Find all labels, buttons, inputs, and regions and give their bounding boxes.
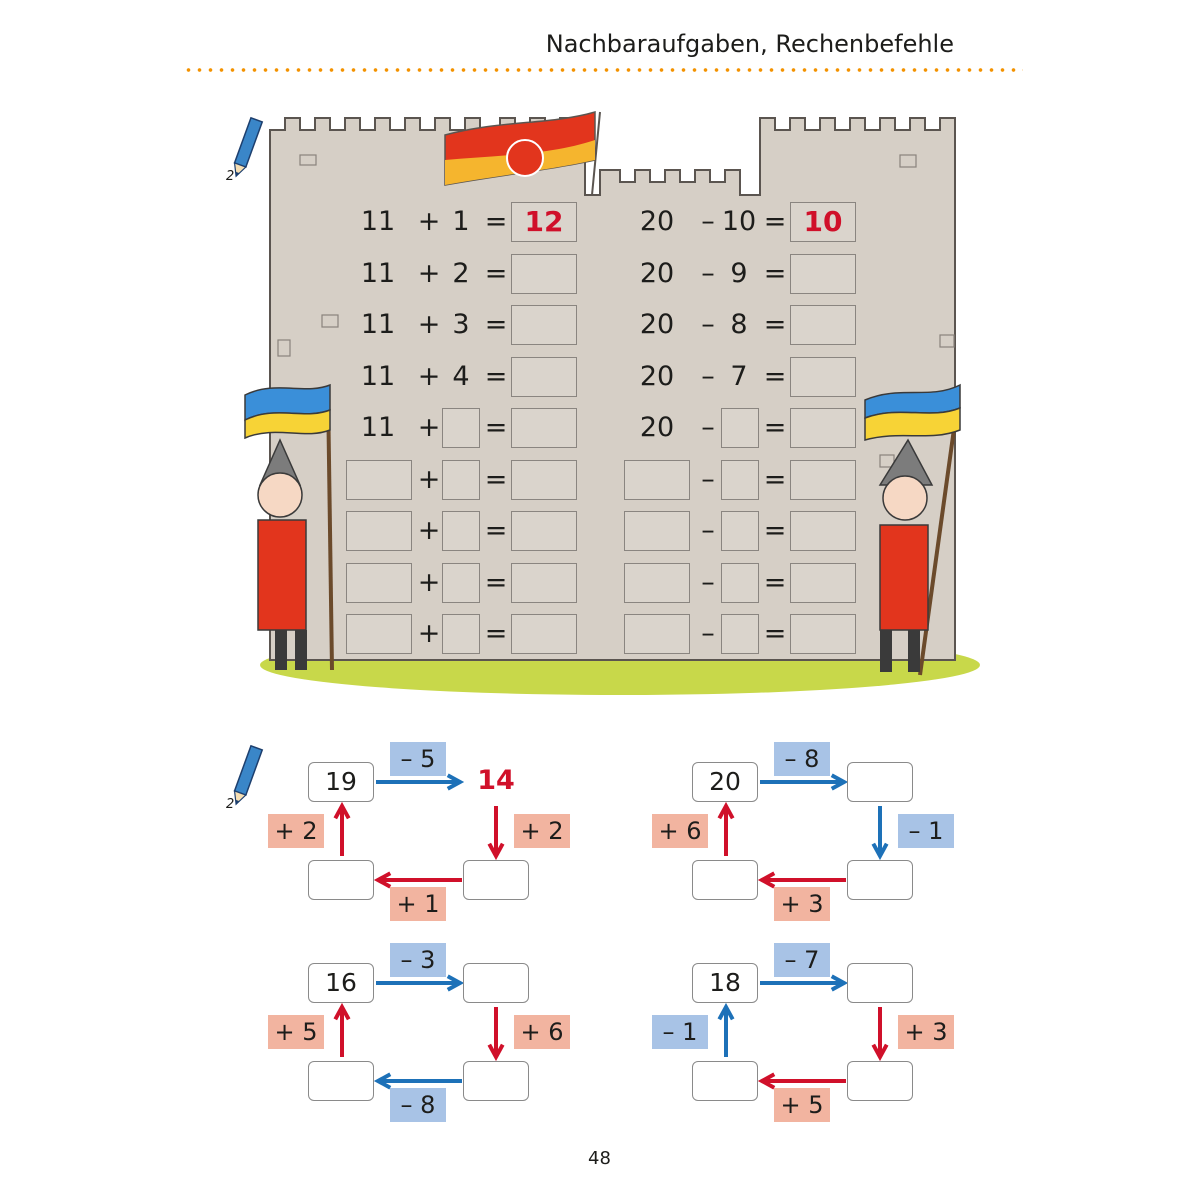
operator: – <box>701 566 715 598</box>
answer-box[interactable] <box>511 305 577 345</box>
operand-a: 20 <box>639 257 675 289</box>
operand-a-input[interactable] <box>624 614 690 654</box>
page-title: Nachbaraufgaben, Rechenbefehle <box>545 30 954 58</box>
arrow-top <box>376 775 460 788</box>
result-box[interactable] <box>463 1061 529 1101</box>
arrow-cycle <box>268 742 564 922</box>
start-box <box>308 963 374 1003</box>
equals-sign: = <box>763 206 787 237</box>
answer-box[interactable] <box>790 563 856 603</box>
arrow-left <box>335 1007 348 1057</box>
answer-box[interactable] <box>511 460 577 500</box>
operand-a: 20 <box>639 206 675 237</box>
equals-sign: = <box>484 206 508 237</box>
start-value: 19 <box>325 767 357 796</box>
operation-tag-top: – 3 <box>390 943 446 977</box>
answer-box[interactable] <box>790 202 856 242</box>
operator: + <box>417 412 441 443</box>
operator: – <box>701 515 715 546</box>
operand-a: 11 <box>360 206 396 237</box>
arrow-bottom <box>762 873 846 886</box>
answer-value: 10 <box>803 205 843 238</box>
result-box[interactable] <box>847 762 913 802</box>
operand-b: 9 <box>730 257 748 289</box>
operand-a-input[interactable] <box>346 614 412 654</box>
operand-b: 10 <box>721 206 757 237</box>
operand-b-input[interactable] <box>721 408 759 448</box>
arrow-top <box>376 976 460 989</box>
operation-tag-bottom: + 1 <box>390 887 446 921</box>
equals-sign: = <box>763 566 787 598</box>
operand-b: 3 <box>452 309 470 340</box>
arrow-bottom <box>378 873 462 886</box>
result-box[interactable] <box>847 860 913 900</box>
operand-b-input[interactable] <box>721 511 759 551</box>
operand-a: 11 <box>360 309 396 340</box>
operator: + <box>417 463 441 495</box>
equals-sign: = <box>484 412 508 443</box>
equals-sign: = <box>484 360 508 392</box>
equals-sign: = <box>763 257 787 289</box>
start-box <box>692 963 758 1003</box>
start-value: 16 <box>325 968 357 997</box>
result-box[interactable] <box>308 1061 374 1101</box>
arrow-cycle <box>268 943 564 1123</box>
operation-tag-right: + 2 <box>514 814 570 848</box>
answer-box[interactable] <box>511 357 577 397</box>
operation-tag-left: – 1 <box>652 1015 708 1049</box>
operand-b-input[interactable] <box>442 408 480 448</box>
operation-tag-top: – 5 <box>390 742 446 776</box>
operand-b-input[interactable] <box>442 563 480 603</box>
operand-a-input[interactable] <box>346 511 412 551</box>
equals-sign: = <box>763 618 787 649</box>
operation-tag-left: + 2 <box>268 814 324 848</box>
equals-sign: = <box>484 463 508 495</box>
equals-sign: = <box>484 618 508 649</box>
operation-tag-right: + 3 <box>898 1015 954 1049</box>
operator: – <box>701 360 715 392</box>
operand-b: 8 <box>730 309 748 340</box>
operand-a-input[interactable] <box>624 460 690 500</box>
operand-b: 1 <box>452 206 470 237</box>
result-box[interactable] <box>463 963 529 1003</box>
operand-a: 11 <box>360 360 396 392</box>
castle-drawing <box>180 100 1020 710</box>
arrow-top <box>760 775 844 788</box>
arrow-cycle <box>652 943 948 1123</box>
answer-box[interactable] <box>511 614 577 654</box>
answer-box[interactable] <box>790 408 856 448</box>
operator: + <box>417 309 441 340</box>
start-value: 18 <box>709 968 741 997</box>
answer-value: 14 <box>477 765 515 796</box>
operation-tag-bottom: – 8 <box>390 1088 446 1122</box>
answer-box[interactable] <box>790 460 856 500</box>
operator: – <box>701 618 715 649</box>
arrow-right <box>489 1007 502 1057</box>
arrow-right <box>489 806 502 856</box>
operand-a-input[interactable] <box>346 460 412 500</box>
equals-sign: = <box>763 309 787 340</box>
equals-sign: = <box>763 515 787 546</box>
start-value: 20 <box>709 767 741 796</box>
operand-b-input[interactable] <box>721 614 759 654</box>
operand-b-input[interactable] <box>442 511 480 551</box>
operator: + <box>417 257 441 289</box>
result-box[interactable] <box>692 1061 758 1101</box>
operator: – <box>701 309 715 340</box>
dotted-divider <box>183 68 1023 72</box>
operation-tag-left: + 6 <box>652 814 708 848</box>
operand-a: 11 <box>360 412 396 443</box>
pencil-mark: 2 <box>226 797 235 812</box>
operator: + <box>417 515 441 546</box>
arrow-cycle <box>652 742 944 922</box>
operand-a-input[interactable] <box>624 563 690 603</box>
operand-b-input[interactable] <box>721 460 759 500</box>
pencil-mark: 2 <box>226 169 235 184</box>
arrow-bottom <box>762 1074 846 1087</box>
operation-tag-bottom: + 3 <box>774 887 830 921</box>
arrow-left <box>719 806 732 856</box>
arrow-left <box>719 1007 732 1057</box>
result-box[interactable] <box>847 963 913 1003</box>
answer-box[interactable] <box>790 614 856 654</box>
operator: – <box>701 257 715 289</box>
operand-b: 2 <box>452 257 470 289</box>
operator: – <box>701 463 715 495</box>
equals-sign: = <box>484 515 508 546</box>
arrow-top <box>760 976 844 989</box>
operation-tag-right: – 1 <box>898 814 954 848</box>
result-box[interactable] <box>463 860 529 900</box>
start-box <box>308 762 374 802</box>
operand-b-input[interactable] <box>721 563 759 603</box>
operation-tag-left: + 5 <box>268 1015 324 1049</box>
operation-tag-top: – 8 <box>774 742 830 776</box>
answer-box[interactable] <box>511 254 577 294</box>
operator: + <box>417 206 441 237</box>
operator: – <box>701 206 715 237</box>
arrow-bottom <box>378 1074 462 1087</box>
answer-box[interactable] <box>790 511 856 551</box>
operand-a: 11 <box>360 257 396 289</box>
equals-sign: = <box>484 257 508 289</box>
operand-a: 20 <box>639 360 675 392</box>
result-box[interactable] <box>692 860 758 900</box>
answer-box[interactable] <box>511 511 577 551</box>
answer-box[interactable] <box>511 202 577 242</box>
castle-illustration <box>180 100 1020 710</box>
operation-tag-bottom: + 5 <box>774 1088 830 1122</box>
equals-sign: = <box>763 360 787 392</box>
operator: – <box>701 412 715 443</box>
operation-tag-top: – 7 <box>774 943 830 977</box>
result-box[interactable] <box>463 762 529 802</box>
operand-a: 20 <box>639 309 675 340</box>
operand-b-input[interactable] <box>442 614 480 654</box>
page-number: 48 <box>588 1148 611 1169</box>
operation-tag-right: + 6 <box>514 1015 570 1049</box>
answer-box[interactable] <box>790 357 856 397</box>
operator: + <box>417 360 441 392</box>
equals-sign: = <box>484 566 508 598</box>
arrow-left <box>335 806 348 856</box>
equals-sign: = <box>763 463 787 495</box>
answer-value: 12 <box>524 205 564 238</box>
answer-box[interactable] <box>790 254 856 294</box>
operand-a: 20 <box>639 412 675 443</box>
equals-sign: = <box>763 412 787 443</box>
start-box <box>692 762 758 802</box>
operand-a-input[interactable] <box>346 563 412 603</box>
answer-box[interactable] <box>790 305 856 345</box>
answer-box[interactable] <box>511 563 577 603</box>
operand-b-input[interactable] <box>442 460 480 500</box>
pencil-icon <box>226 742 266 812</box>
equals-sign: = <box>484 309 508 340</box>
operand-a-input[interactable] <box>624 511 690 551</box>
operator: + <box>417 566 441 598</box>
arrow-right <box>873 1007 886 1057</box>
result-box[interactable] <box>308 860 374 900</box>
answer-box[interactable] <box>511 408 577 448</box>
operand-b: 4 <box>452 360 470 392</box>
arrow-right <box>873 806 886 856</box>
operator: + <box>417 618 441 649</box>
result-box[interactable] <box>847 1061 913 1101</box>
operand-b: 7 <box>730 360 748 392</box>
